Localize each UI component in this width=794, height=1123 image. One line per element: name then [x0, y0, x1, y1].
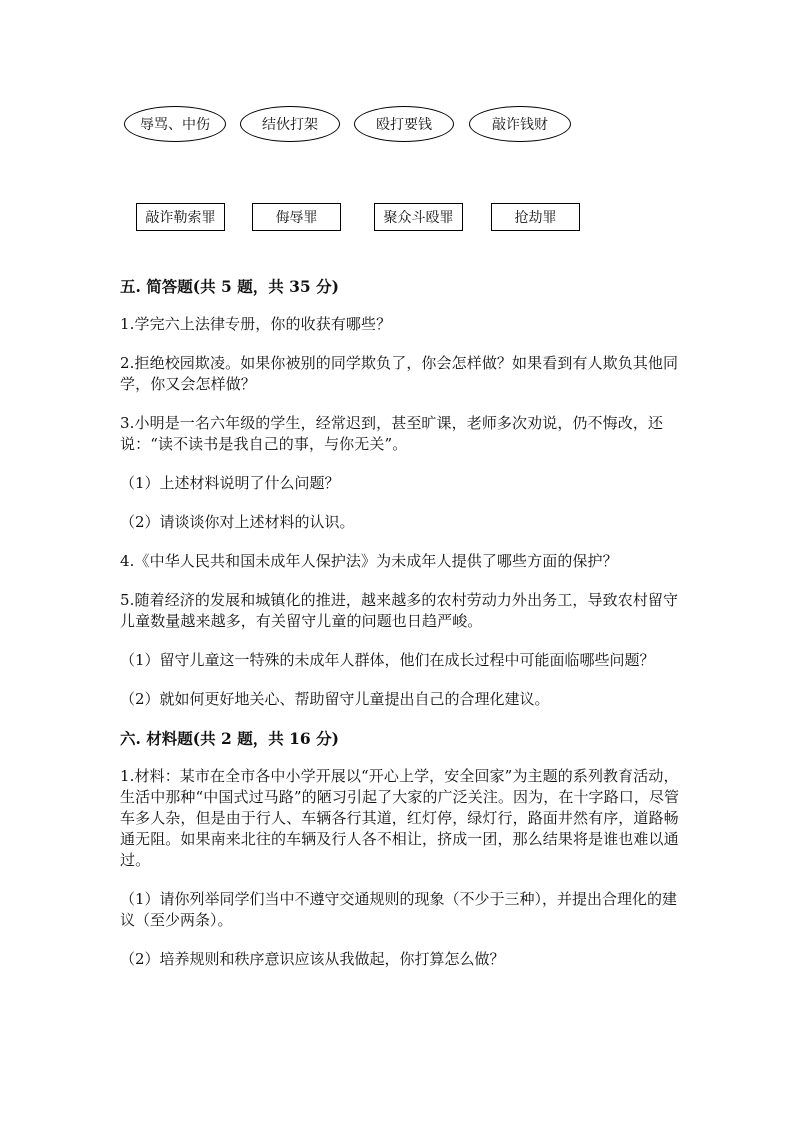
oval-behavior-2: 结伙打架 [240, 106, 340, 142]
question-5-3: 3.小明是一名六年级的学生，经常迟到，甚至旷课，老师多次劝说，仍不悔改，还说：“读不读书是我自己的事，与你无关”。 [120, 414, 664, 453]
question-5-4: 4.《中华人民共和国未成年人保护法》为未成年人提供了哪些方面的保护？ [120, 552, 618, 570]
question-5-3-sub-1: （1）上述材料说明了什么问题？ [120, 474, 340, 492]
rect-crime-3: 聚众斗殴罪 [374, 203, 463, 231]
question-5-5: 5.随着经济的发展和城镇化的推进，越来越多的农村劳动力外出务工，导致农村留守儿童数量越来越多，有关留守儿童的问题也日趋严峻。 [120, 591, 679, 630]
question-5-1: 1.学完六上法律专册，你的收获有哪些？ [120, 315, 392, 333]
rect-crime-2: 侮辱罪 [252, 203, 341, 231]
question-5-3-sub-2: （2）请谈谈你对上述材料的认识。 [120, 513, 355, 531]
material-6-1: 1.材料：某市在全市各中小学开展以“开心上学，安全回家”为主题的系列教育活动，生活中那种“中国式过马路”的陋习引起了大家的广泛关注。因为，在十字路口，尽管车多人杂，但是由于行人、车辆各行其道，红灯停，绿灯行，路面井然有序，道路畅通无阻。如果南来北往的车辆及行人各不相让，挤成一团，那么结果将是谁也难以通过。 [120, 767, 680, 869]
section-5-title: 五. 简答题(共 5 题，共 35 分) [120, 277, 339, 296]
question-5-5-sub-2: （2）就如何更好地关心、帮助留守儿童提出自己的合理化建议。 [120, 690, 550, 708]
oval-behavior-3: 殴打要钱 [354, 106, 454, 142]
material-6-1-sub-1: （1）请你列举同学们当中不遵守交通规则的现象（不少于三种），并提出合理化的建议（至少两条）。 [120, 890, 678, 929]
section-6-title: 六. 材料题(共 2 题，共 16 分) [120, 729, 339, 748]
oval-behavior-4: 敲诈钱财 [469, 106, 571, 142]
question-5-2: 2.拒绝校园欺凌。如果你被别的同学欺负了，你会怎样做？如果看到有人欺负其他同学，你又会怎样做？ [120, 354, 679, 393]
question-content [120, 276, 680, 988]
material-6-1-sub-2: （2）培养规则和秩序意识应该从我做起，你打算怎么做？ [120, 950, 505, 968]
rect-crime-1: 敲诈勒索罪 [136, 203, 225, 231]
question-5-5-sub-1: （1）留守儿童这一特殊的未成年人群体，他们在成长过程中可能面临哪些问题？ [120, 651, 655, 669]
rect-crime-4: 抢劫罪 [491, 203, 580, 231]
oval-behavior-1: 辱骂、中伤 [124, 106, 226, 142]
